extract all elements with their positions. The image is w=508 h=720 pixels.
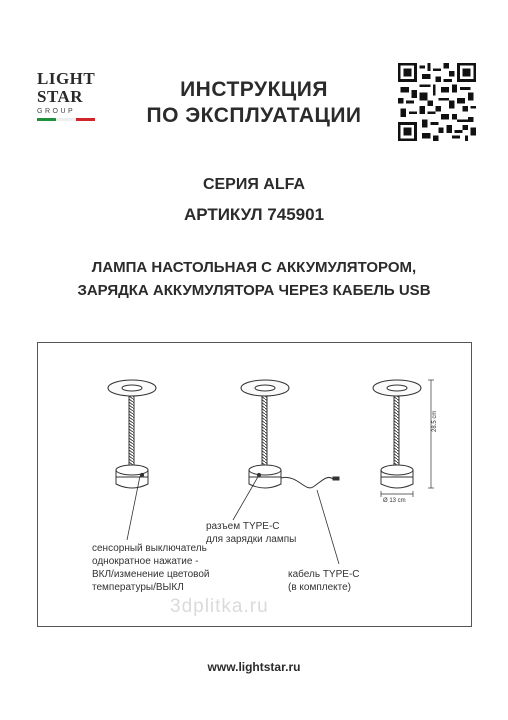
document-title-line1: ИНСТРУКЦИЯ (180, 78, 328, 101)
note-line: для зарядки лампы (206, 534, 297, 545)
note-type-c-cable (288, 568, 408, 594)
footer-website[interactable]: www.lightstar.ru (207, 660, 301, 674)
lamp-illustration-2 (241, 380, 339, 488)
note-line: температуры/ВЫКЛ (92, 582, 184, 593)
note-line: разъем TYPE-C (206, 521, 280, 532)
document-title-line2: ПО ЭКСПЛУАТАЦИИ (146, 104, 362, 127)
dimension-diameter-label: Ø 13 cm (383, 498, 406, 504)
product-series: СЕРИЯ ALFA (202, 176, 306, 193)
dimension-height-label: 28.5 cm (432, 410, 438, 432)
lamp-illustration-1 (108, 380, 156, 488)
note-line: ВКЛ/изменение цветовой (92, 569, 210, 580)
note-line: кабель TYPE-C (288, 569, 360, 580)
logo-text-group: GROUP (37, 108, 76, 115)
product-article: АРТИКУЛ 745901 (183, 205, 325, 224)
lightstar-logo (37, 70, 99, 132)
note-touch-switch (92, 542, 262, 594)
logo-text-light: LIGHT (37, 69, 96, 88)
product-description-line2: ЗАРЯДКА АККУМУЛЯТОРА ЧЕРЕЗ КАБЕЛЬ USB (77, 282, 431, 299)
note-line: сенсорный выключатель (92, 543, 207, 554)
lamp-illustration-3 (373, 380, 421, 488)
logo-text-star: STAR (37, 87, 84, 106)
product-description-line1: ЛАМПА НАСТОЛЬНАЯ С АККУМУЛЯТОРОМ, (91, 259, 417, 276)
watermark: 3dplitka.ru (170, 596, 269, 617)
italian-flag-stripe (37, 118, 95, 121)
qr-code (398, 63, 476, 141)
note-line: (в комплекте) (288, 582, 352, 593)
note-line: однократное нажатие - (92, 556, 199, 567)
